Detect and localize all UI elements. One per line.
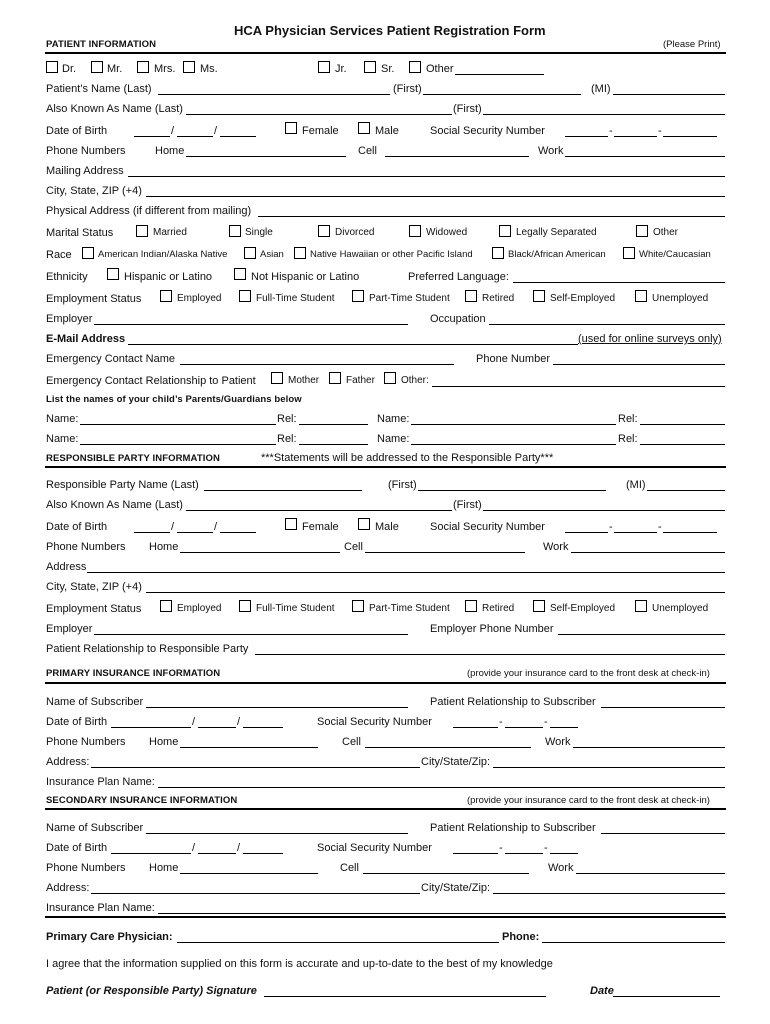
- label-father: Father: [346, 375, 375, 386]
- ssn-sep: -: [544, 716, 548, 728]
- label-ethnicity: Ethnicity: [46, 271, 88, 283]
- label-responsible-employment-status: Employment Status: [46, 603, 142, 615]
- label-guardian-name-1: Name:: [46, 413, 79, 425]
- checkbox-father[interactable]: [329, 372, 341, 384]
- secondary-cell-phone-field[interactable]: [363, 873, 529, 874]
- please-print-note: (Please Print): [663, 39, 721, 50]
- primary-ssn-part1-field[interactable]: [453, 727, 498, 728]
- checkbox-legally-separated[interactable]: [499, 225, 511, 237]
- label-not-hispanic: Not Hispanic or Latino: [251, 271, 360, 283]
- label-race: Race: [46, 249, 72, 261]
- label-emergency-other: Other:: [401, 375, 429, 386]
- checkbox-mrs[interactable]: [137, 61, 149, 73]
- checkbox-asian[interactable]: [244, 247, 256, 259]
- checkbox-jr[interactable]: [318, 61, 330, 73]
- checkbox-responsible-male[interactable]: [358, 518, 370, 530]
- label-preferred-language: Preferred Language:: [408, 271, 509, 283]
- primary-city-state-zip-field[interactable]: [493, 767, 725, 768]
- patient-first-name-field[interactable]: [423, 94, 581, 95]
- form-title: HCA Physician Services Patient Registration Form: [234, 23, 546, 38]
- primary-cell-phone-field[interactable]: [365, 747, 531, 748]
- secondary-dob-month-field[interactable]: [111, 853, 191, 854]
- checkbox-divorced[interactable]: [318, 225, 330, 237]
- responsible-mi-field[interactable]: [647, 490, 725, 491]
- label-responsible-name: Responsible Party Name (Last): [46, 479, 199, 491]
- date-sep: /: [192, 716, 196, 728]
- checkbox-mother[interactable]: [271, 372, 283, 384]
- label-white: White/Caucasian: [639, 249, 711, 260]
- employer-field[interactable]: [94, 324, 408, 325]
- checkbox-single[interactable]: [229, 225, 241, 237]
- responsible-statement: ***Statements will be addressed to the Responsible Party***: [261, 452, 554, 464]
- label-primary-address: Address:: [46, 756, 90, 768]
- label-guardian-rel-3: Rel:: [277, 433, 297, 445]
- guardian-rel-2-field[interactable]: [640, 424, 725, 425]
- checkbox-native-hawaiian[interactable]: [294, 247, 306, 259]
- label-responsible-dob: Date of Birth: [46, 521, 108, 533]
- secondary-city-state-zip-field[interactable]: [493, 893, 725, 894]
- label-mr: Mr.: [107, 63, 123, 75]
- dob-month-field[interactable]: [134, 136, 170, 137]
- checkbox-responsible-parttime-student[interactable]: [352, 600, 364, 612]
- physical-address-field[interactable]: [258, 216, 725, 217]
- label-responsible-employer-phone: Employer Phone Number: [430, 623, 554, 635]
- ssn-part3-field[interactable]: [663, 136, 717, 137]
- primary-insurance-note: (provide your insurance card to the front desk at check-in): [467, 668, 710, 679]
- cell-phone-field[interactable]: [385, 156, 529, 157]
- checkbox-responsible-unemployed[interactable]: [635, 600, 647, 612]
- responsible-relationship-field[interactable]: [255, 654, 725, 655]
- label-secondary-ssn: Social Security Number: [317, 842, 432, 854]
- label-phone-numbers: Phone Numbers: [46, 145, 126, 157]
- label-other-title: Other: [426, 63, 454, 75]
- guardian-name-1-field[interactable]: [80, 424, 276, 425]
- divider: [45, 808, 726, 810]
- ssn-sep: -: [658, 125, 662, 137]
- email-field[interactable]: [128, 344, 578, 345]
- label-married: Married: [153, 227, 187, 238]
- guardian-name-3-field[interactable]: [80, 444, 276, 445]
- label-responsible-aka-first: (First): [453, 499, 482, 511]
- label-cell: Cell: [358, 145, 377, 157]
- primary-subscriber-field[interactable]: [146, 707, 408, 708]
- label-guardian-name-2: Name:: [377, 413, 410, 425]
- label-dob: Date of Birth: [46, 125, 108, 137]
- label-responsible-parttime-student: Part-Time Student: [369, 603, 450, 614]
- date-field[interactable]: [613, 996, 720, 997]
- patient-last-name-field[interactable]: [158, 94, 390, 95]
- primary-address-field[interactable]: [91, 767, 420, 768]
- label-aka: Also Known As Name (Last): [46, 103, 183, 115]
- label-guardian-rel-4: Rel:: [618, 433, 638, 445]
- label-guardian-rel-2: Rel:: [618, 413, 638, 425]
- primary-plan-field[interactable]: [158, 787, 725, 788]
- checkbox-responsible-retired[interactable]: [465, 600, 477, 612]
- label-home: Home: [155, 145, 185, 157]
- responsible-address-field[interactable]: [87, 572, 725, 573]
- label-black: Black/African American: [508, 249, 606, 260]
- preferred-language-field[interactable]: [513, 282, 725, 283]
- aka-first-field[interactable]: [483, 114, 725, 115]
- label-primary-ssn: Social Security Number: [317, 716, 432, 728]
- checkbox-sr[interactable]: [364, 61, 376, 73]
- label-ms: Ms.: [200, 63, 218, 75]
- secondary-subscriber-field[interactable]: [146, 833, 408, 834]
- label-asian: Asian: [260, 249, 284, 260]
- label-secondary-plan: Insurance Plan Name:: [46, 902, 155, 914]
- label-date: Date: [590, 985, 614, 997]
- checkbox-employed[interactable]: [160, 290, 172, 302]
- label-patient-name-last: Patient’s Name (Last): [46, 83, 152, 95]
- label-responsible-employer: Employer: [46, 623, 93, 635]
- label-marital-status: Marital Status: [46, 227, 114, 239]
- checkbox-white[interactable]: [623, 247, 635, 259]
- label-mrs: Mrs.: [154, 63, 176, 75]
- pcp-phone-field[interactable]: [542, 942, 725, 943]
- label-responsible-unemployed: Unemployed: [652, 603, 709, 614]
- responsible-dob-month-field[interactable]: [134, 532, 170, 533]
- primary-work-phone-field[interactable]: [573, 747, 725, 748]
- checkbox-responsible-female[interactable]: [285, 518, 297, 530]
- label-responsible-home: Home: [149, 541, 179, 553]
- label-secondary-work: Work: [548, 862, 574, 874]
- primary-home-phone-field[interactable]: [180, 747, 318, 748]
- ssn-sep: -: [499, 716, 503, 728]
- label-responsible-employed: Employed: [177, 603, 222, 614]
- label-legally-separated: Legally Separated: [516, 227, 597, 238]
- secondary-dob-day-field[interactable]: [198, 853, 236, 854]
- other-title-line[interactable]: [455, 74, 544, 75]
- checkbox-parttime-student[interactable]: [352, 290, 364, 302]
- primary-ssn-part3-field[interactable]: [550, 727, 578, 728]
- responsible-aka-last-field[interactable]: [186, 510, 452, 511]
- label-secondary-cell: Cell: [340, 862, 359, 874]
- checkbox-dr[interactable]: [46, 61, 58, 73]
- divider: [45, 682, 726, 684]
- label-responsible-aka: Also Known As Name (Last): [46, 499, 183, 511]
- label-secondary-home: Home: [149, 862, 179, 874]
- label-mi: (MI): [591, 83, 611, 95]
- ssn-sep: -: [609, 521, 613, 533]
- label-employer: Employer: [46, 313, 93, 325]
- label-occupation: Occupation: [430, 313, 486, 325]
- label-employed: Employed: [177, 293, 222, 304]
- label-responsible-first: (First): [388, 479, 417, 491]
- label-single: Single: [245, 227, 273, 238]
- guardians-heading: List the names of your child’s Parents/Guardians below: [46, 394, 302, 405]
- label-primary-city-state-zip: City/State/Zip:: [421, 756, 491, 768]
- label-responsible-work: Work: [543, 541, 569, 553]
- label-responsible-address: Address: [46, 561, 87, 573]
- email-note: (used for online surveys only): [578, 333, 722, 345]
- label-responsible-self-employed: Self-Employed: [550, 603, 616, 614]
- date-sep: /: [237, 842, 241, 854]
- ssn-sep: -: [499, 842, 503, 854]
- divider: [45, 466, 726, 468]
- label-self-employed: Self-Employed: [550, 293, 616, 304]
- responsible-employer-phone-field[interactable]: [558, 634, 725, 635]
- label-responsible-fulltime-student: Full-Time Student: [256, 603, 335, 614]
- section-secondary-insurance: SECONDARY INSURANCE INFORMATION: [46, 795, 238, 806]
- label-sr: Sr.: [381, 63, 395, 75]
- label-american-indian: American Indian/Alaska Native: [98, 249, 228, 260]
- date-sep: /: [171, 125, 175, 137]
- date-sep: /: [214, 521, 218, 533]
- label-responsible-retired: Retired: [482, 603, 515, 614]
- checkbox-emergency-other[interactable]: [384, 372, 396, 384]
- label-jr: Jr.: [335, 63, 347, 75]
- responsible-first-name-field[interactable]: [418, 490, 606, 491]
- ssn-sep: -: [609, 125, 613, 137]
- label-responsible-cell: Cell: [344, 541, 363, 553]
- checkbox-black[interactable]: [492, 247, 504, 259]
- secondary-work-phone-field[interactable]: [576, 873, 725, 874]
- label-responsible-relationship: Patient Relationship to Responsible Party: [46, 643, 249, 655]
- label-emergency-relationship: Emergency Contact Relationship to Patient: [46, 375, 256, 387]
- section-responsible-party: RESPONSIBLE PARTY INFORMATION: [46, 453, 220, 464]
- ssn-sep: -: [658, 521, 662, 533]
- label-male: Male: [375, 125, 399, 137]
- checkbox-responsible-employed[interactable]: [160, 600, 172, 612]
- dob-day-field[interactable]: [177, 136, 213, 137]
- checkbox-hispanic[interactable]: [107, 268, 119, 280]
- primary-dob-year-field[interactable]: [243, 727, 283, 728]
- label-primary-work: Work: [545, 736, 571, 748]
- date-sep: /: [237, 716, 241, 728]
- label-secondary-patient-relationship: Patient Relationship to Subscriber: [430, 822, 596, 834]
- label-secondary-city-state-zip: City/State/Zip:: [421, 882, 491, 894]
- responsible-aka-first-field[interactable]: [483, 510, 725, 511]
- city-state-zip-field[interactable]: [146, 196, 725, 197]
- label-employment-status: Employment Status: [46, 293, 142, 305]
- label-first: (First): [393, 83, 422, 95]
- label-widowed: Widowed: [426, 227, 468, 238]
- label-retired: Retired: [482, 293, 515, 304]
- label-emergency-name: Emergency Contact Name: [46, 353, 175, 365]
- label-secondary-address: Address:: [46, 882, 90, 894]
- date-sep: /: [214, 125, 218, 137]
- label-physical-address: Physical Address (if different from mailing): [46, 205, 252, 217]
- responsible-ssn-part2-field[interactable]: [614, 532, 657, 533]
- section-primary-insurance: PRIMARY INSURANCE INFORMATION: [46, 668, 221, 679]
- label-responsible-phone-numbers: Phone Numbers: [46, 541, 126, 553]
- label-email: E-Mail Address: [46, 333, 126, 345]
- label-responsible-female: Female: [302, 521, 339, 533]
- secondary-ssn-part1-field[interactable]: [453, 853, 498, 854]
- label-ssn: Social Security Number: [430, 125, 545, 137]
- checkbox-widowed[interactable]: [409, 225, 421, 237]
- secondary-patient-relationship-field[interactable]: [601, 833, 725, 834]
- label-secondary-dob: Date of Birth: [46, 842, 108, 854]
- label-marital-other: Other: [653, 227, 679, 238]
- agreement-statement: I agree that the information supplied on this form is accurate and up-to-date to the best of my knowledge: [46, 958, 553, 970]
- occupation-field[interactable]: [489, 324, 725, 325]
- responsible-ssn-part3-field[interactable]: [663, 532, 717, 533]
- responsible-city-state-zip-field[interactable]: [146, 592, 725, 593]
- label-guardian-name-3: Name:: [46, 433, 79, 445]
- emergency-phone-field[interactable]: [553, 364, 725, 365]
- patient-mi-field[interactable]: [613, 94, 725, 95]
- checkbox-ms[interactable]: [183, 61, 195, 73]
- checkbox-not-hispanic[interactable]: [234, 268, 246, 280]
- checkbox-responsible-self-employed[interactable]: [533, 600, 545, 612]
- checkbox-female[interactable]: [285, 122, 297, 134]
- secondary-dob-year-field[interactable]: [243, 853, 283, 854]
- responsible-ssn-part1-field[interactable]: [565, 532, 608, 533]
- label-responsible-ssn: Social Security Number: [430, 521, 545, 533]
- label-mother: Mother: [288, 375, 320, 386]
- label-primary-home: Home: [149, 736, 179, 748]
- responsible-home-phone-field[interactable]: [180, 552, 340, 553]
- responsible-work-phone-field[interactable]: [571, 552, 725, 553]
- responsible-dob-day-field[interactable]: [177, 532, 213, 533]
- guardian-name-4-field[interactable]: [411, 444, 616, 445]
- date-sep: /: [171, 521, 175, 533]
- guardian-rel-3-field[interactable]: [299, 444, 368, 445]
- primary-care-physician-field[interactable]: [177, 942, 499, 943]
- label-hispanic: Hispanic or Latino: [124, 271, 213, 283]
- ssn-part1-field[interactable]: [565, 136, 608, 137]
- label-primary-phone-numbers: Phone Numbers: [46, 736, 126, 748]
- primary-patient-relationship-field[interactable]: [601, 707, 725, 708]
- label-dr: Dr.: [62, 63, 77, 75]
- checkbox-fulltime-student[interactable]: [239, 290, 251, 302]
- secondary-home-phone-field[interactable]: [180, 873, 318, 874]
- label-secondary-phone-numbers: Phone Numbers: [46, 862, 126, 874]
- divider: [45, 916, 726, 918]
- primary-dob-month-field[interactable]: [111, 727, 191, 728]
- secondary-ssn-part2-field[interactable]: [505, 853, 543, 854]
- responsible-last-name-field[interactable]: [204, 490, 362, 491]
- label-guardian-name-4: Name:: [377, 433, 410, 445]
- ssn-part2-field[interactable]: [614, 136, 657, 137]
- secondary-address-field[interactable]: [91, 893, 420, 894]
- work-phone-field[interactable]: [565, 156, 725, 157]
- checkbox-marital-other[interactable]: [636, 225, 648, 237]
- home-phone-field[interactable]: [186, 156, 346, 157]
- label-city-state-zip: City, State, ZIP (+4): [46, 185, 142, 197]
- label-responsible-mi: (MI): [626, 479, 646, 491]
- label-primary-dob: Date of Birth: [46, 716, 108, 728]
- section-patient-information: PATIENT INFORMATION: [46, 39, 157, 50]
- checkbox-retired[interactable]: [465, 290, 477, 302]
- label-secondary-subscriber: Name of Subscriber: [46, 822, 144, 834]
- divider: [45, 52, 726, 54]
- checkbox-self-employed[interactable]: [533, 290, 545, 302]
- label-divorced: Divorced: [335, 227, 375, 238]
- checkbox-male[interactable]: [358, 122, 370, 134]
- responsible-dob-year-field[interactable]: [220, 532, 256, 533]
- aka-last-field[interactable]: [186, 114, 452, 115]
- date-sep: /: [192, 842, 196, 854]
- checkbox-american-indian[interactable]: [82, 247, 94, 259]
- checkbox-responsible-fulltime-student[interactable]: [239, 600, 251, 612]
- emergency-name-field[interactable]: [180, 364, 454, 365]
- label-unemployed: Unemployed: [652, 293, 709, 304]
- label-emergency-phone: Phone Number: [476, 353, 550, 365]
- label-primary-cell: Cell: [342, 736, 361, 748]
- secondary-ssn-part3-field[interactable]: [550, 853, 578, 854]
- label-native-hawaiian: Native Hawaiian or other Pacific Island: [310, 249, 473, 260]
- checkbox-unemployed[interactable]: [635, 290, 647, 302]
- label-primary-plan: Insurance Plan Name:: [46, 776, 155, 788]
- ssn-sep: -: [544, 842, 548, 854]
- signature-field[interactable]: [264, 996, 546, 997]
- primary-dob-day-field[interactable]: [198, 727, 236, 728]
- guardian-rel-1-field[interactable]: [299, 424, 368, 425]
- label-primary-patient-relationship: Patient Relationship to Subscriber: [430, 696, 596, 708]
- secondary-plan-field[interactable]: [158, 913, 725, 914]
- label-guardian-rel-1: Rel:: [277, 413, 297, 425]
- label-work: Work: [538, 145, 564, 157]
- label-parttime-student: Part-Time Student: [369, 293, 450, 304]
- mailing-address-field[interactable]: [128, 176, 725, 177]
- emergency-other-field[interactable]: [432, 386, 725, 387]
- primary-ssn-part2-field[interactable]: [505, 727, 543, 728]
- responsible-employer-field[interactable]: [94, 634, 408, 635]
- label-fulltime-student: Full-Time Student: [256, 293, 335, 304]
- label-pcp-phone: Phone:: [502, 931, 540, 943]
- label-responsible-male: Male: [375, 521, 399, 533]
- checkbox-other-title[interactable]: [409, 61, 421, 73]
- guardian-name-2-field[interactable]: [411, 424, 616, 425]
- dob-year-field[interactable]: [220, 136, 256, 137]
- label-signature: Patient (or Responsible Party) Signature: [46, 985, 257, 997]
- secondary-insurance-note: (provide your insurance card to the front desk at check-in): [467, 795, 710, 806]
- label-female: Female: [302, 125, 339, 137]
- checkbox-married[interactable]: [136, 225, 148, 237]
- label-primary-subscriber: Name of Subscriber: [46, 696, 144, 708]
- label-aka-first: (First): [453, 103, 482, 115]
- label-mailing-address: Mailing Address: [46, 165, 124, 177]
- label-responsible-city-state-zip: City, State, ZIP (+4): [46, 581, 142, 593]
- guardian-rel-4-field[interactable]: [640, 444, 725, 445]
- checkbox-mr[interactable]: [91, 61, 103, 73]
- responsible-cell-phone-field[interactable]: [365, 552, 525, 553]
- label-primary-care-physician: Primary Care Physician:: [46, 931, 173, 943]
